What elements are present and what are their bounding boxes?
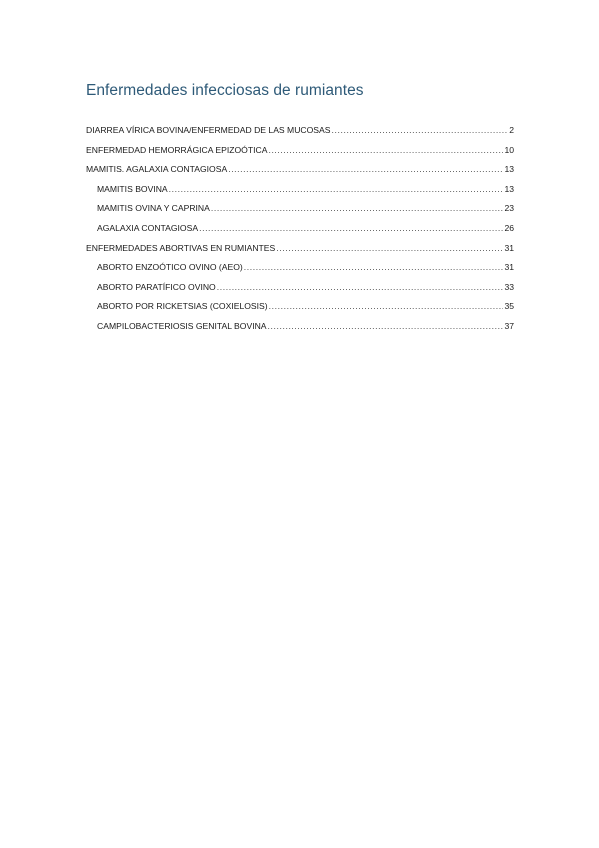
toc-title: Enfermedades infecciosas de rumiantes	[86, 82, 364, 99]
toc-dot-leader	[276, 239, 503, 259]
toc-dot-leader	[332, 121, 509, 141]
toc-entry-label: ABORTO PARATÍFICO OVINO	[97, 281, 216, 292]
toc-dot-leader	[268, 141, 503, 161]
toc-entry[interactable]	[86, 141, 514, 161]
toc-entry-page: 31	[504, 242, 514, 253]
toc-entry-label: ABORTO POR RICKETSIAS (COXIELOSIS)	[97, 301, 268, 312]
toc-dot-leader	[268, 317, 504, 337]
toc-entry-page: 23	[504, 203, 514, 214]
toc-dot-leader	[211, 199, 504, 219]
toc-dot-leader	[269, 297, 504, 317]
toc-entry[interactable]	[86, 160, 514, 180]
toc-dot-leader	[169, 180, 504, 200]
toc-entry-page: 31	[504, 262, 514, 273]
toc-entry-label: ENFERMEDADES ABORTIVAS EN RUMIANTES	[86, 242, 276, 253]
toc-entry-page: 2	[509, 125, 514, 135]
toc-entry-label: ENFERMEDAD HEMORRÁGICA EPIZOÓTICA	[86, 144, 268, 155]
toc-entry-page: 10	[504, 144, 514, 155]
toc-entry[interactable]	[86, 317, 514, 337]
toc-entry-label: MAMITIS BOVINA	[97, 183, 168, 194]
toc-entry-page: 13	[504, 164, 514, 175]
toc-entry-page: 33	[504, 281, 514, 292]
toc-entry-page: 35	[504, 301, 514, 312]
toc-entry-page: 26	[504, 222, 514, 233]
toc-dot-leader	[217, 278, 504, 298]
toc-entry-label: ABORTO ENZOÓTICO OVINO (AEO)	[97, 262, 243, 273]
toc-entry-page: 13	[504, 183, 514, 194]
toc-dot-leader	[244, 258, 504, 278]
toc-dot-leader	[199, 219, 503, 239]
table-of-contents	[86, 121, 514, 337]
toc-entry[interactable]	[86, 199, 514, 219]
toc-entry[interactable]	[86, 258, 514, 278]
toc-entry[interactable]	[86, 239, 514, 259]
toc-entry-label: AGALAXIA CONTAGIOSA	[97, 222, 199, 233]
toc-entry-label: MAMITIS OVINA Y CAPRINA	[97, 203, 210, 214]
toc-entry-page: 37	[504, 320, 514, 331]
toc-entry-label: MAMITIS. AGALAXIA CONTAGIOSA	[86, 164, 228, 175]
toc-entry[interactable]	[86, 180, 514, 200]
toc-entry[interactable]	[86, 219, 514, 239]
toc-entry-label: CAMPILOBACTERIOSIS GENITAL BOVINA	[97, 320, 267, 331]
toc-entry[interactable]	[86, 121, 514, 141]
toc-dot-leader	[228, 160, 503, 180]
toc-entry-label: DIARREA VÍRICA BOVINA/ENFERMEDAD DE LAS MUCOSAS	[86, 125, 331, 135]
toc-entry[interactable]	[86, 278, 514, 298]
toc-entry[interactable]	[86, 297, 514, 317]
